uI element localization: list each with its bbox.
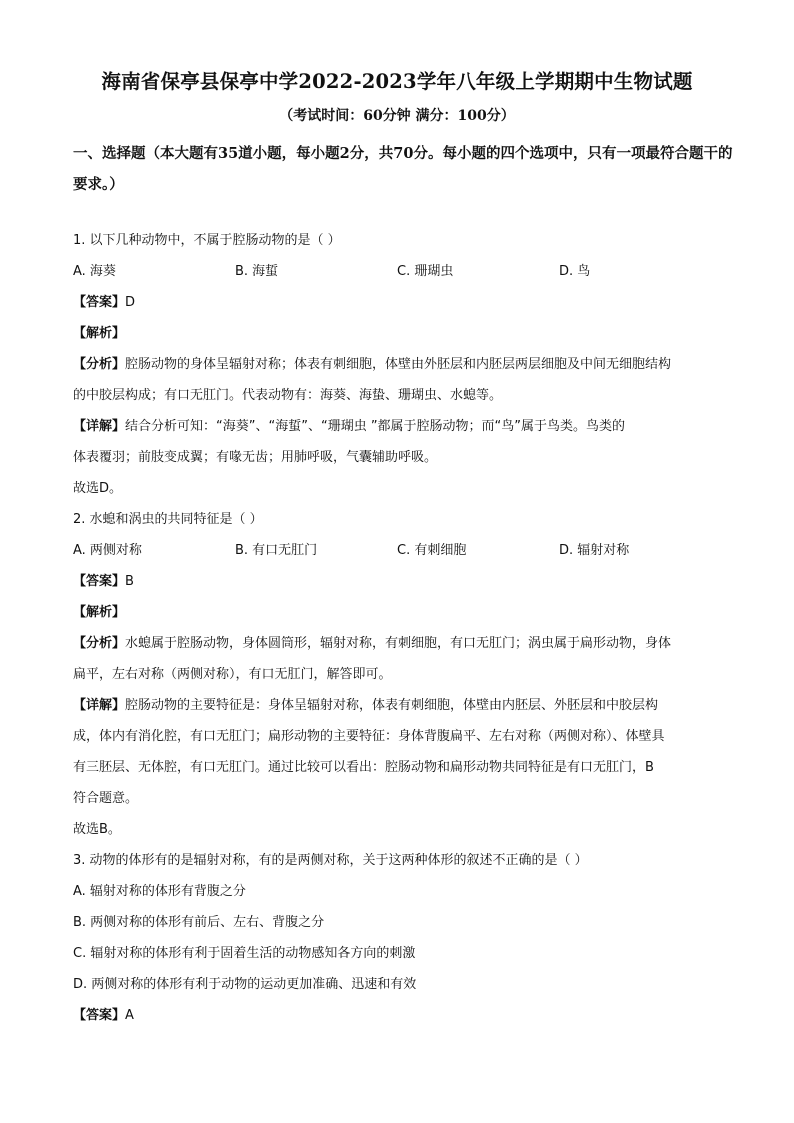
answer-value: D bbox=[125, 295, 136, 310]
question-2-option-c: C. 有刺细胞 bbox=[397, 543, 467, 558]
analysis-tag: 【解析】 bbox=[73, 605, 126, 620]
question-2-fenxi-line-1 bbox=[73, 635, 723, 653]
question-2-analysis-tag bbox=[73, 604, 723, 622]
question-3-answer bbox=[73, 1007, 723, 1025]
question-3-option-a: A. 辐射对称的体形有背腹之分 bbox=[73, 884, 246, 899]
question-1-option-b: B. 海蜇 bbox=[235, 264, 279, 279]
question-2-answer bbox=[73, 573, 723, 591]
question-1-fenxi-line-1 bbox=[73, 356, 723, 374]
answer-value: A bbox=[125, 1008, 134, 1023]
question-2-conclusion: 故选B。 bbox=[73, 822, 121, 837]
question-2-detail-line-1 bbox=[73, 697, 723, 715]
question-3-option-c: C. 辐射对称的体形有利于固着生活的动物感知各方向的刺激 bbox=[73, 946, 416, 961]
question-2-detail-line-2: 成，体内有消化腔，有口无肛门；扁形动物的主要特征：身体背腹扁平、左右对称（两侧对称）、体壁具 bbox=[73, 729, 665, 744]
question-1-detail-line-2: 体表覆羽；前肢变成翼；有喙无齿；用肺呼吸，气囊辅助呼吸。 bbox=[73, 450, 438, 465]
question-2-detail-line-4: 符合题意。 bbox=[73, 791, 139, 806]
question-1-analysis-tag bbox=[73, 325, 723, 343]
fenxi-tag: 【分析】 bbox=[73, 636, 126, 651]
fenxi-text: 水螅属于腔肠动物，身体圆筒形，辐射对称，有刺细胞，有口无肛门；涡虫属于扁形动物，身体 bbox=[125, 636, 672, 651]
detail-text: 结合分析可知：“海葵”、“海蜇”、“珊瑚虫 ”都属于腔肠动物；而“鸟”属于鸟类。鸟类的 bbox=[125, 419, 626, 434]
exam-info: （考试时间：60分钟 满分：100分） bbox=[279, 108, 515, 124]
question-2-option-b: B. 有口无肛门 bbox=[235, 543, 318, 558]
fenxi-text: 腔肠动物的身体呈辐射对称；体表有刺细胞，体壁由外胚层和内胚层两层细胞及中间无细胞结构 bbox=[125, 357, 672, 372]
question-2-option-d: D. 辐射对称 bbox=[559, 543, 630, 558]
answer-tag: 【答案】 bbox=[73, 1008, 126, 1023]
analysis-tag: 【解析】 bbox=[73, 326, 126, 341]
question-1-option-d: D. 鸟 bbox=[559, 264, 591, 279]
question-1-conclusion: 故选D。 bbox=[73, 481, 123, 496]
question-1-fenxi-line-2: 的中胶层构成；有口无肛门。代表动物有：海葵、海蛰、珊瑚虫、水螅等。 bbox=[73, 388, 503, 403]
detail-tag: 【详解】 bbox=[73, 698, 126, 713]
answer-tag: 【答案】 bbox=[73, 295, 126, 310]
answer-tag: 【答案】 bbox=[73, 574, 126, 589]
question-2-option-a: A. 两侧对称 bbox=[73, 543, 142, 558]
question-2-stem: 2. 水螅和涡虫的共同特征是（ ） bbox=[73, 512, 263, 527]
question-3-option-b: B. 两侧对称的体形有前后、左右、背腹之分 bbox=[73, 915, 325, 930]
question-1-detail-line-1 bbox=[73, 418, 723, 436]
question-2-detail-line-3: 有三胚层、无体腔，有口无肛门。通过比较可以看出：腔肠动物和扁形动物共同特征是有口无肛门，B bbox=[73, 760, 654, 775]
question-2-fenxi-line-2: 扁平，左右对称（两侧对称），有口无肛门，解答即可。 bbox=[73, 667, 392, 682]
question-1-option-a: A. 海葵 bbox=[73, 264, 116, 279]
question-1-stem: 1. 以下几种动物中，不属于腔肠动物的是（ ） bbox=[73, 233, 341, 248]
answer-value: B bbox=[125, 574, 134, 589]
section-heading: 一、选择题（本大题有35道小题，每小题2分，共70分。每小题的四个选项中，只有一项最符合题干的要求。） bbox=[73, 145, 733, 193]
question-3-stem: 3. 动物的体形有的是辐射对称，有的是两侧对称，关于这两种体形的叙述不正确的是（ ） bbox=[73, 853, 588, 868]
question-1-answer bbox=[73, 294, 723, 312]
fenxi-tag: 【分析】 bbox=[73, 357, 126, 372]
question-3-option-d: D. 两侧对称的体形有利于动物的运动更加准确、迅速和有效 bbox=[73, 977, 417, 992]
page-title: 海南省保亭县保亭中学2022-2023学年八年级上学期期中生物试题 bbox=[101, 70, 693, 93]
detail-text: 腔肠动物的主要特征是：身体呈辐射对称，体表有刺细胞，体壁由内胚层、外胚层和中胶层构 bbox=[125, 698, 659, 713]
detail-tag: 【详解】 bbox=[73, 419, 126, 434]
question-1-option-c: C. 珊瑚虫 bbox=[397, 264, 454, 279]
